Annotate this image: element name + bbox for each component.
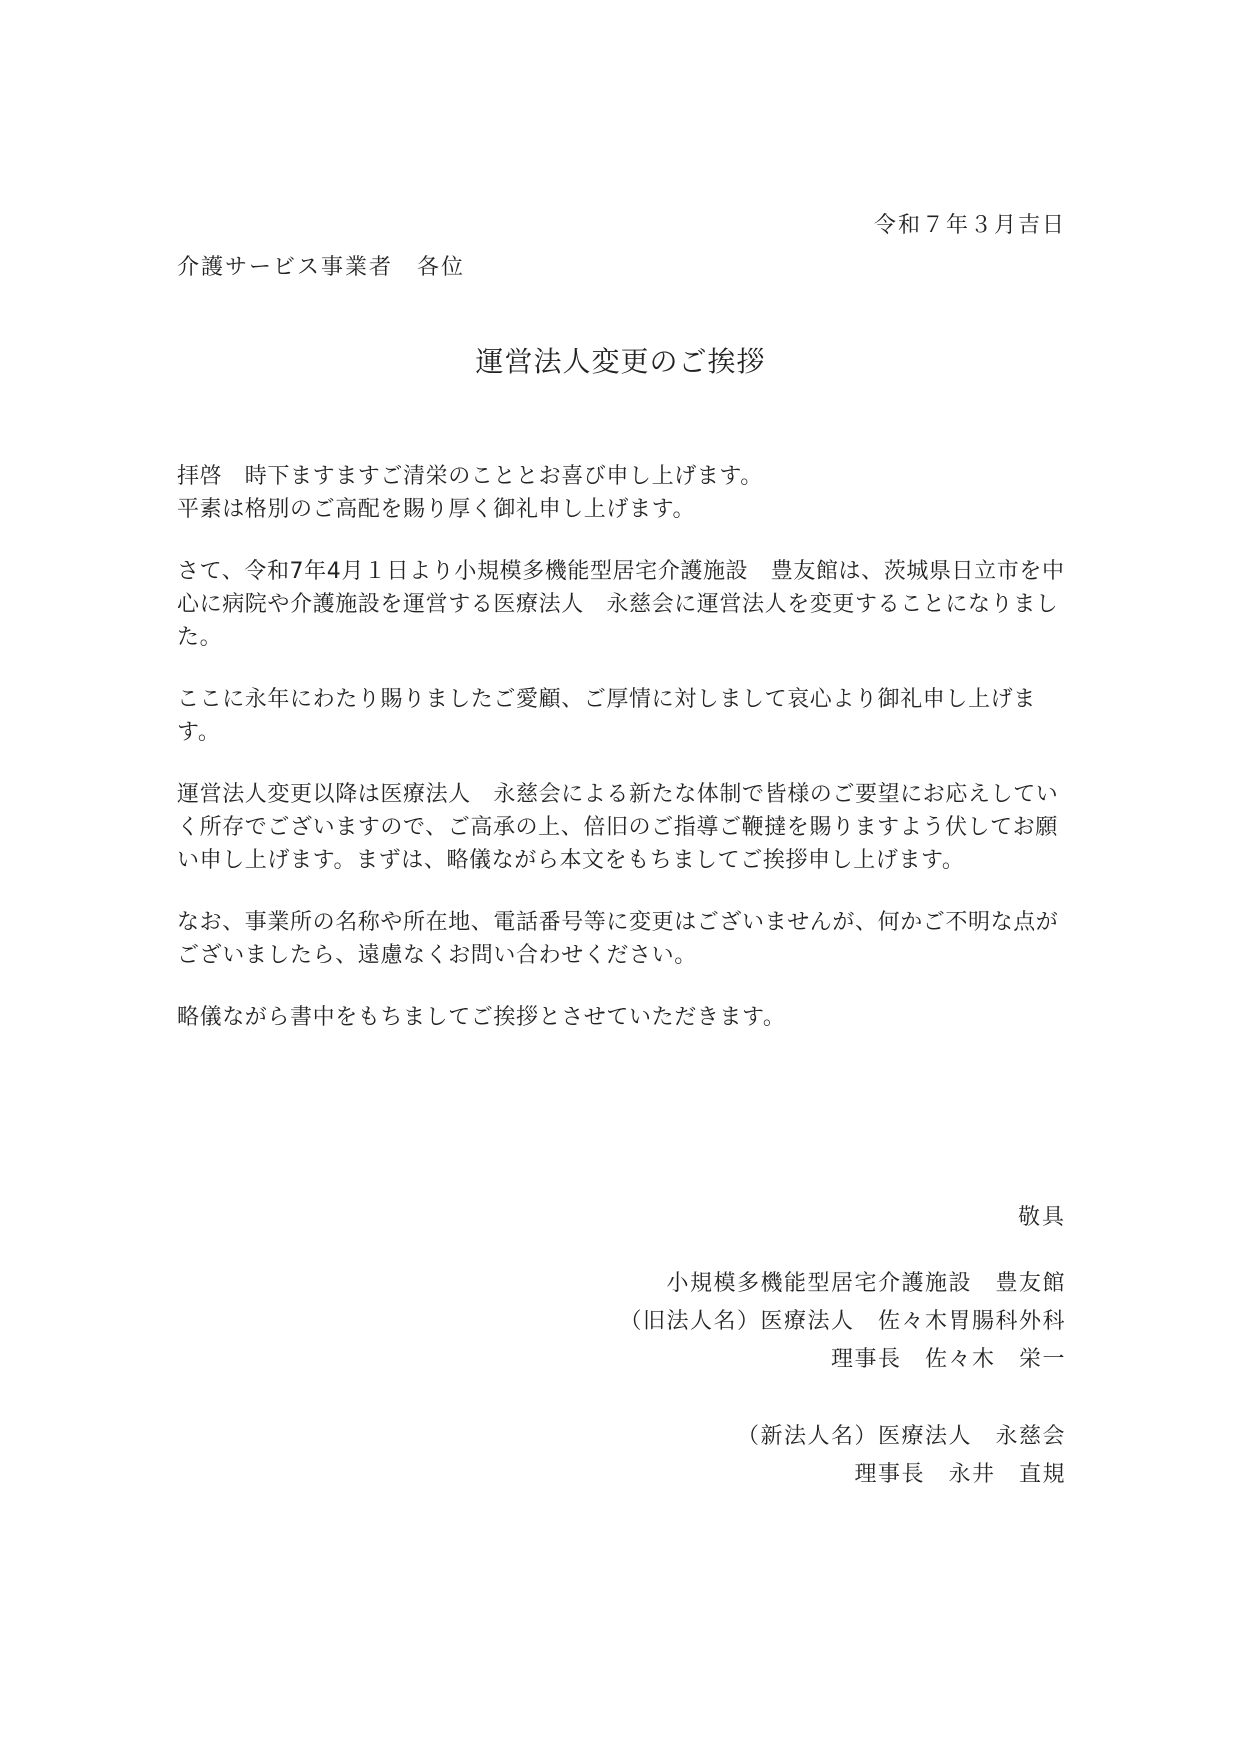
old-corporation: （旧法人名）医療法人 佐々木胃腸科外科	[619, 1309, 1066, 1334]
no-change-paragraph: なお、事業所の名称や所在地、電話番号等に変更はございませんが、何かご不明な点がございましたら、遠慮なくお問い合わせください。	[177, 910, 1059, 968]
letter-body	[177, 460, 1067, 1063]
addressee: 介護サービス事業者 各位	[177, 255, 466, 280]
letter-title: 運営法人変更のご挨拶	[475, 345, 766, 378]
greeting-paragraph: 拝啓 時下ますますご清栄のこととお喜び申し上げます。 平素は格別のご高配を賜り厚く御礼申し上げます。	[177, 464, 763, 522]
signature-new	[737, 1418, 1066, 1494]
closing-word: 敬具	[1017, 1205, 1066, 1230]
new-corporation: （新法人名）医療法人 永慈会	[736, 1424, 1066, 1449]
final-greeting-paragraph: 略儀ながら書中をもちましてご挨拶とさせていただきます。	[177, 1005, 786, 1030]
new-chairman: 理事長 永井 直規	[854, 1462, 1066, 1487]
signature-old	[619, 1265, 1066, 1379]
thanks-paragraph: ここに永年にわたり賜りましたご愛顧、ご厚情に対しまして哀心より御礼申し上げます。	[177, 687, 1036, 745]
announcement-paragraph: さて、令和7年4月１日より小規模多機能型居宅介護施設 豊友館は、茨城県日立市を中心に病院や介護施設を運営する医療法人 永慈会に運営法人を変更することになりました。	[177, 559, 1065, 650]
new-structure-paragraph: 運営法人変更以降は医療法人 永慈会による新たな体制で皆様のご要望にお応えしていく所存でございますので、ご高承の上、倍旧のご指導ご鞭撻を賜りますよう伏してお願い申し上げます。まずは、略儀ながら本文をもちましてご挨拶申し上げます。	[177, 782, 1059, 873]
facility-name: 小規模多機能型居宅介護施設 豊友館	[666, 1271, 1066, 1296]
old-chairman: 理事長 佐々木 栄一	[830, 1347, 1066, 1372]
letter-date: 令和７年３月吉日	[873, 213, 1066, 238]
